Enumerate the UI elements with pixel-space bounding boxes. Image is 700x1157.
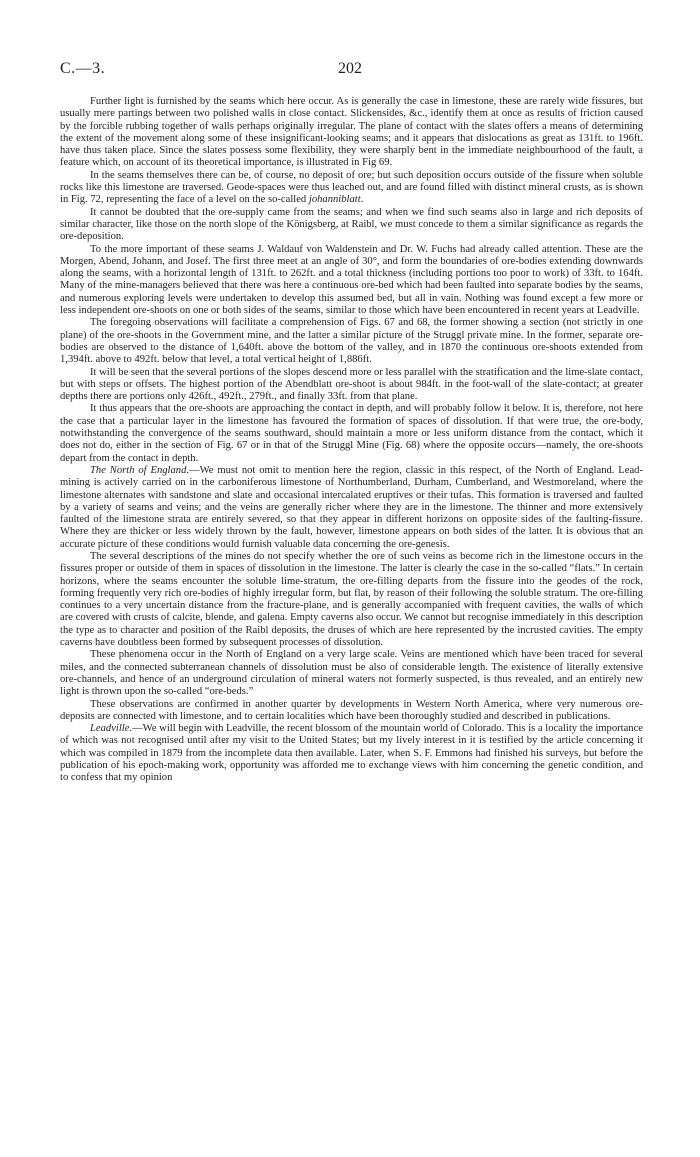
page-header	[60, 60, 640, 80]
page-number: 202	[338, 60, 362, 77]
section-heading: Leadville	[90, 723, 130, 735]
paragraph-4: To the more important of these seams J. Waldauf von Waldenstein and Dr. W. Fuchs had already called attention. These are the Morgen, Abend, Johann, and Josef. The first three meet at an angle of 30°, and form the boundaries of ore-bodies extending downwards along the seams, with a horizontal length of 131ft. to 262ft. and a total thickness (including portions too poor to work) of 33ft. to 164ft. Many of the mine-managers believed that there was here a continuous ore-bed which had been faulted into separate bodies by the seams, and numerous exploring levels were undertaken to develop this assumed bed, but all in vain. Nothing was found except a few more or less independent ore-shoots on one or both sides of the seams, similar to those which have been encountered in recent years at Leadville.	[60, 243, 643, 317]
paragraph-2: In the seams themselves there can be, of course, no deposit of ore; but such deposition occurs outside of the fissure when soluble rocks like this limestone are traversed. Geode-spaces were thus leached out, and are found filled with distinct mineral crusts, as is shown in Fig. 72, representing the face of a level on the so-called johanniblatt.	[60, 169, 643, 206]
italic-term: johanniblatt	[308, 194, 361, 206]
paragraph-3: It cannot be doubted that the ore-supply came from the seams; and when we find such seams also in large and rich deposits of similar character, like those on the north slope of the Königsberg, at Raibl, we must concede to them a similar significance as regards the ore-deposition.	[60, 206, 643, 243]
body-text	[60, 96, 643, 785]
paragraph-7: It thus appears that the ore-shoots are approaching the contact in depth, and will probably follow it below. It is, therefore, not here the case that a particular layer in the limestone has favoured the formation of spaces of dissolution. If that were true, the ore-body, notwithstanding the convergence of the seams southward, should maintain a more or less uniform distance from the contact, which it does not do, either in the section of Fig. 67 or in that of the Struggl Mine (Fig. 68) where the opposite occurs—namely, the ore-shoots depart from the contact in depth.	[60, 403, 643, 464]
paragraph-11: These observations are confirmed in another quarter by developments in Western North America, where very numerous ore-deposits are connected with limestone, and to certain localities which have been thoroughly studied and described in publications.	[60, 698, 643, 722]
paragraph-12-leadville: Leadville.—We will begin with Leadville, the recent blossom of the mountain world of Colorado. This is a locality the importance of which was not recognised until after my visit to the United States; but my lively interest in it is testified by the article concerning it which was compiled in 1879 from the incomplete data then available. Later, when S. F. Emmons had finished his surveys, but before the publication of his epoch-making work, opportunity was afforded me to exchange views with him concerning the genetic condition, and to confess that my opinion	[60, 723, 643, 784]
paragraph-1: Further light is furnished by the seams which here occur. As is generally the case in limestone, these are rarely wide fissures, but usually mere partings between two polished walls in close contact. Slickensides, &c., identify them at once as results of friction caused by the forcible rubbing together of walls perhaps originally irregular. The plane of contact with the slates offers a means of determining the extent of the movement along some of these insignificant-looking seams; and it appears that dislocations as great as 131ft. to 196ft. have thus taken place. Since the slates possess some flexibility, they were sharply bent in the immediate neighbourhood of the fault, a feature which, on account of its theoretical importance, is illustrated in Fig 69.	[60, 96, 643, 169]
paragraph-9: The several descriptions of the mines do not specify whether the ore of such veins as become rich in the limestone occurs in the fissures proper or outside of them in spaces of dissolution in the limestone. The latter is clearly the case in the so-called “flats.” In certain horizons, where the seams encounter the soluble lime-stratum, the ore-filling departs from the fissure into the geodes of the rock, forming frequently very rich ore-bodies of highly irregular form, but flat, by reason of their following the soluble stratum. The ore-filling continues to a very uncertain distance from the fracture-plane, and is generally accompanied with frequent cavities, the walls of which are covered with crusts of calcite, blende, and galena. Empty caverns also occur. We cannot but recognise immediately in this description the type as to character and position of the Raibl deposits, the druses of which are here represented by the incrusted cavities. The empty caverns have doubtless been formed by subsequent processes of dissolution.	[60, 550, 643, 649]
document-reference: C.—3.	[60, 60, 106, 77]
paragraph-6: It will be seen that the several portions of the slopes descend more or less parallel with the stratification and the lime-slate contact, but with steps or offsets. The highest portion of the Abendblatt ore-shoot is about 984ft. in the foot-wall of the slate-contact; at greater depths there are portions only 426ft., 492ft., 279ft., and finally 33ft. from that plane.	[60, 366, 643, 403]
paragraph-8-north-of-england: The North of England.—We must not omit to mention here the region, classic in this respect, of the North of England. Lead-mining is actively carried on in the carboniferous limestone of Northumberland, Durham, Cumberland, and Westmoreland, where the limestone alternates with sandstone and slate and occasional intercalated eruptives or their tufas. This formation is traversed and faulted by a variety of seams and veins; and the veins are generally richer where they are in the limestone. The thinner and more extensively faulted of the limestone strata are entirely severed, so that they appear in different horizons on opposite sides of the faulting-fissure. Where they are thicker or less widely thrown by the fault, however, limestone appears on both sides of the latter. It is obvious that an accurate picture of these conditions would furnish valuable data concerning the ore-genesis.	[60, 464, 644, 550]
section-heading: The North of England	[90, 464, 187, 476]
paragraph-5: The foregoing observations will facilitate a comprehension of Figs. 67 and 68, the former showing a section (not strictly in one plane) of the ore-shoots in the Government mine, and the latter a similar picture of the Struggl private mine. In the former, separate ore-bodies are observed to the distance of 1,640ft. above the bottom of the valley, and in 1870 the continuous ore-shoots extended from 1,394ft. above to 492ft. below that level, a total vertical height of 1,886ft.	[60, 317, 643, 366]
paragraph-10: These phenomena occur in the North of England on a very large scale. Veins are mentioned which have been traced for several miles, and the connected subterranean channels of dissolution must be also of considerable length. The existence of literally extensive ore-channels, and hence of an underground circulation of mineral waters not formerly suspected, is thus revealed, and an entirely new light is thrown upon the so-called “ore-beds.”	[60, 649, 643, 698]
